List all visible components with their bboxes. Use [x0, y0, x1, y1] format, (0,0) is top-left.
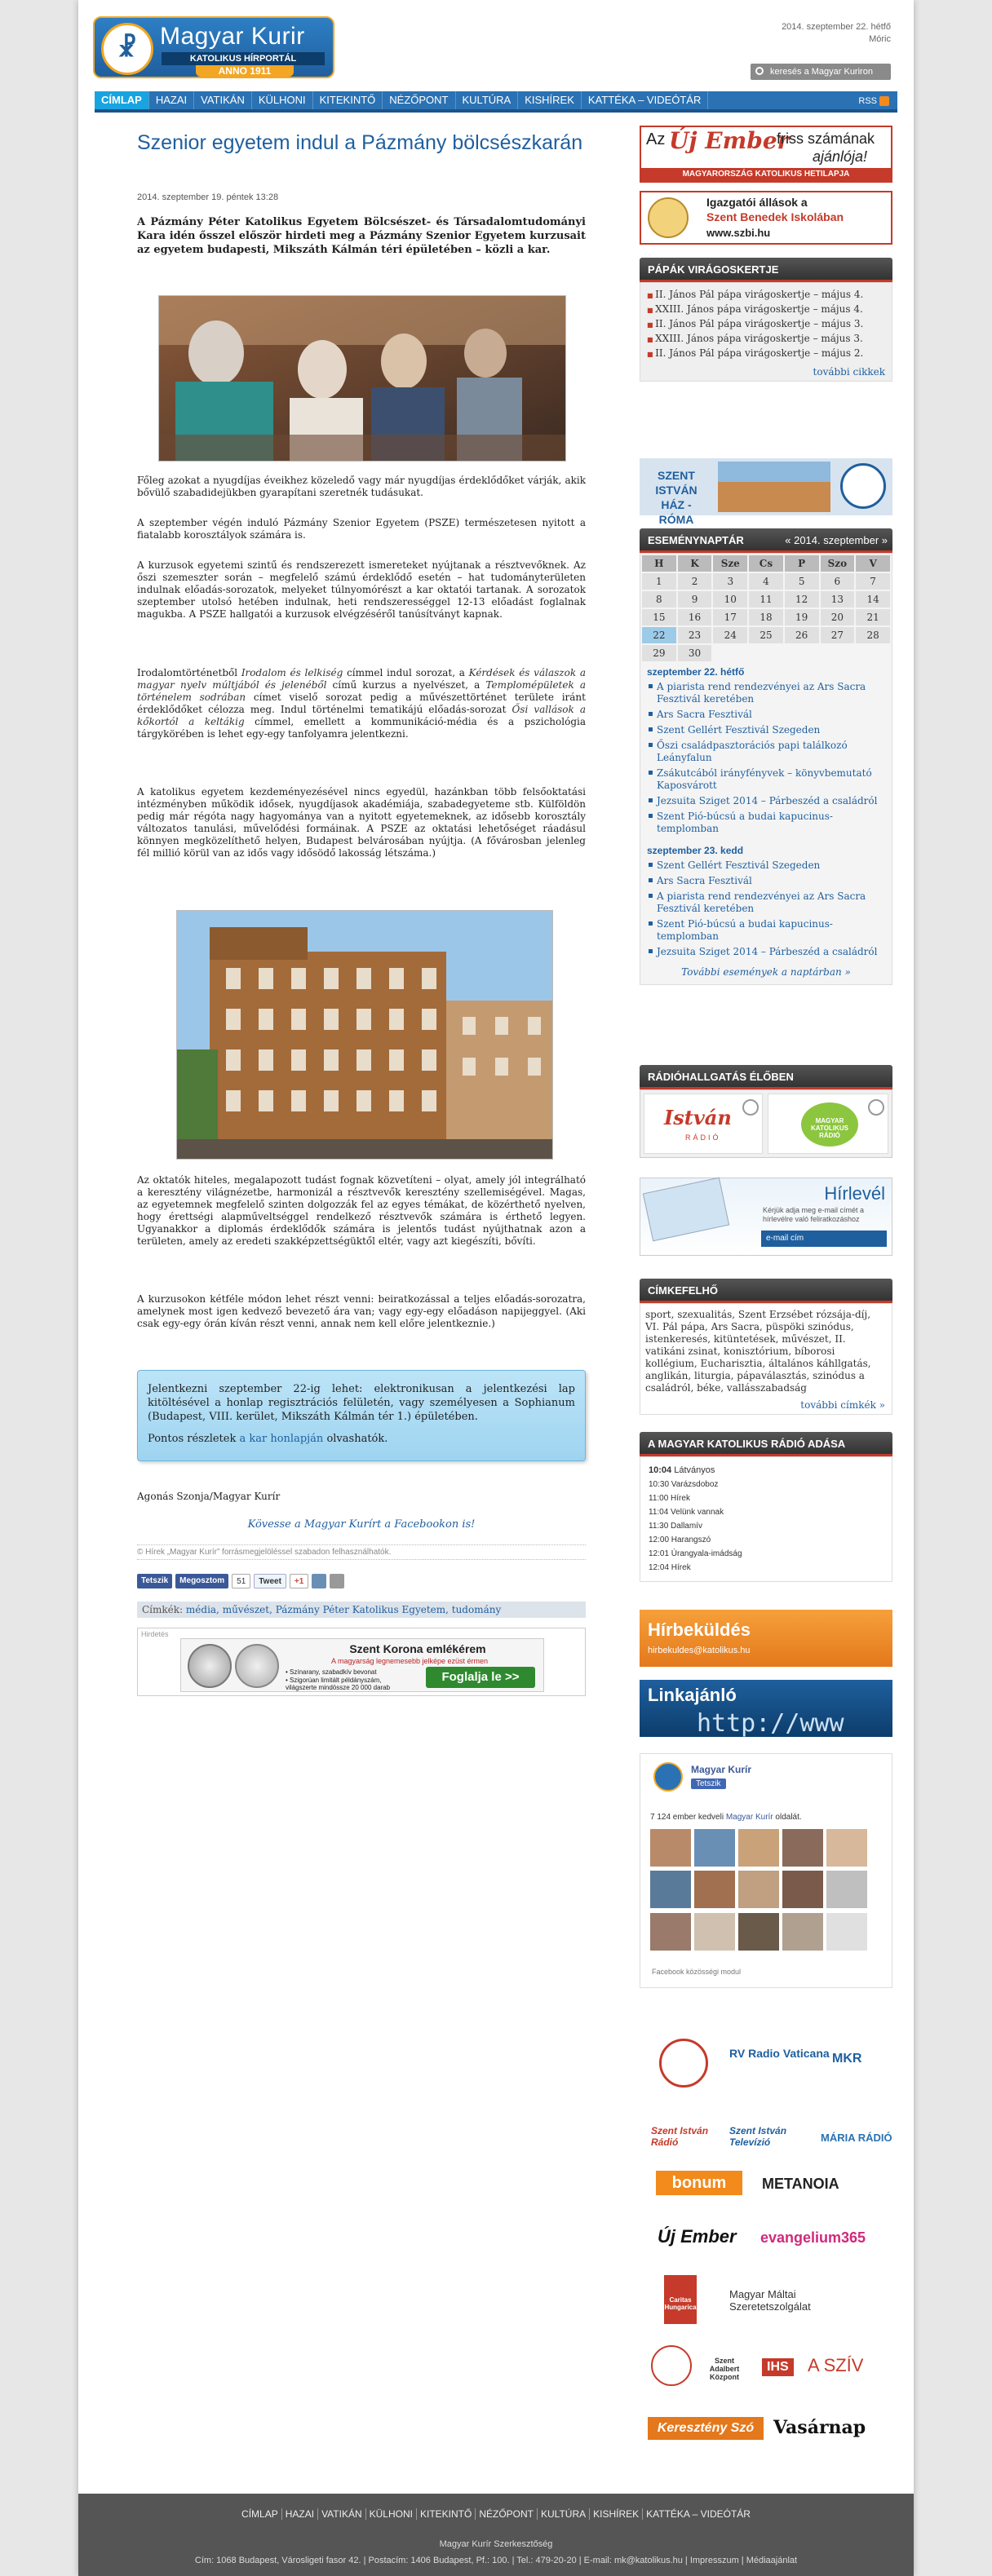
calendar-grid — [640, 554, 892, 663]
mkr-program-title: A MAGYAR KATOLIKUS RÁDIÓ ADÁSA — [640, 1432, 892, 1456]
footer-nav-item[interactable]: CÍMLAP — [238, 2508, 282, 2520]
p4-course-4: Ősi vallások a kőkortól a keltákig — [137, 704, 586, 727]
event-item[interactable]: Szent Pió-búcsú a budai kapucinus-templomban — [640, 809, 892, 837]
event-item[interactable]: Szent Gellért Fesztivál Szegeden — [640, 858, 892, 873]
site-logo[interactable] — [93, 16, 334, 78]
program-item: 12:01 Úrangyala-imádság — [649, 1549, 742, 1558]
ujember-az: Az — [646, 130, 666, 148]
partner-maria-radio[interactable]: MÁRIA RÁDIÓ — [821, 2132, 892, 2144]
fb-fan-avatar[interactable] — [782, 1913, 823, 1951]
partner-szent-adalbert[interactable]: Szent Adalbert Központ — [709, 2357, 740, 2381]
calendar-day[interactable]: 23 — [678, 627, 712, 643]
fb-fan-avatar[interactable] — [782, 1829, 823, 1867]
current-date — [782, 21, 891, 46]
fb-fan-avatar[interactable] — [694, 1871, 735, 1908]
coin-icon-2 — [235, 1644, 279, 1688]
partner-mkr[interactable]: MKR — [832, 2052, 862, 2066]
fb-like-count — [650, 1813, 802, 1822]
calendar-day — [749, 645, 783, 661]
popes-garden-box — [640, 258, 892, 382]
program-now-time: 10:04 — [649, 1465, 672, 1475]
calendar-day[interactable]: 9 — [678, 591, 712, 608]
faculty-website-link[interactable]: a kar honlapján — [239, 1433, 324, 1445]
seniors-photo[interactable] — [158, 295, 566, 462]
google-plus-button[interactable]: +1 — [290, 1574, 308, 1588]
szent-istvan-haz-text: SZENT ISTVÁN HÁZ - RÓMA — [655, 469, 698, 526]
p4-text-e: című kurzus a nyelvészet, a — [326, 679, 486, 691]
nav-item-hazai[interactable]: HAZAI — [149, 91, 194, 109]
event-calendar-header — [640, 528, 892, 553]
program-now-title: Látványos — [674, 1465, 715, 1475]
calendar-day[interactable]: 4 — [749, 573, 783, 590]
tag-cloud-text[interactable]: sport, szexualitás, Szent Erzsébet rózsája-díj, VI. Pál pápa, Ars Sacra, püspöki szinódus, istenkeresés, kitüntetések, művészet, II. vatikáni zsinat, konisztórium, bíborosi kollégium, Eucharisztia, általános káhllgatás, anglikán, liturgia, pápaválasztás, szinódus a családról, béke, vallásszabadság — [645, 1309, 871, 1394]
event-item[interactable]: Szent Pió-búcsú a budai kapucinus-templomban — [640, 917, 892, 944]
calendar-day[interactable]: 11 — [749, 591, 783, 608]
copyright-note: © Hírek „Magyar Kurír” forrásmegjelöléssel szabadon felhasználhatók. — [137, 1544, 586, 1560]
popes-garden-title: PÁPÁK VIRÁGOSKERTJE — [640, 258, 892, 282]
share-count: 51 — [232, 1574, 250, 1588]
chi-rho-icon: ☧ — [101, 23, 153, 75]
calendar-day — [713, 645, 747, 661]
calendar-day[interactable]: 13 — [821, 591, 855, 608]
calendar-weekday: H — [642, 555, 676, 572]
nav-item-nezopont[interactable]: NÉZŐPONT — [383, 91, 455, 109]
partner-ihs[interactable]: IHS — [762, 2358, 794, 2376]
rome-building-photo — [718, 462, 830, 512]
fb-fan-avatar[interactable] — [826, 1871, 867, 1908]
infobox-text-2c: olvashatók. — [323, 1433, 388, 1445]
partner-a-sziv[interactable]: A SZÍV — [808, 2355, 864, 2375]
fb-page-name[interactable]: Magyar Kurír — [691, 1764, 752, 1775]
istvan-radio-sub: RÁDIÓ — [685, 1133, 721, 1142]
szent-istvan-haz-banner[interactable] — [640, 458, 892, 526]
ujember-text-2: ajánlója! — [813, 148, 868, 165]
szbi-text-1: Igazgatói állások a — [706, 196, 808, 209]
istvan-radio-logo: István — [664, 1106, 732, 1129]
p4-text-g: címet viselő sorozat pedig a művészettörténet területe iránt érdeklődőket célozza meg. Indul történelmi tematikájú előadás-sorozat — [137, 691, 586, 715]
pope-item[interactable]: ■ II. János Pál pápa virágoskertje – május 4. — [647, 288, 885, 303]
article-author: Agonás Szonja/Magyar Kurír — [137, 1491, 281, 1502]
partner-emblem-icon[interactable] — [651, 2345, 692, 2386]
news-submit-banner[interactable] — [640, 1610, 892, 1667]
url-graphic: http://www — [697, 1709, 844, 1738]
szbi-banner[interactable] — [640, 191, 892, 245]
calendar-day[interactable]: 30 — [678, 645, 712, 661]
event-calendar-title: ESEMÉNYNAPTÁR — [648, 534, 744, 546]
radio-live-title: RÁDIÓHALLGATÁS ÉLŐBEN — [640, 1065, 892, 1089]
footer-address — [78, 2536, 914, 2569]
event-list — [640, 858, 892, 960]
radio-live-box — [640, 1065, 892, 1158]
tag-links[interactable]: média, művészet, Pázmány Péter Katolikus Egyetem, tudomány — [185, 1604, 502, 1615]
partner-metanoia[interactable]: METANOIA — [762, 2176, 839, 2192]
event-item[interactable]: Jezsuita Sziget 2014 – Párbeszéd a családról — [640, 793, 892, 809]
calendar-day[interactable]: 14 — [856, 591, 890, 608]
logo-year: ANNO 1911 — [196, 65, 294, 77]
calendar-day[interactable]: 25 — [749, 627, 783, 643]
paragraph-1: Főleg azokat a nyugdíjas éveikhez közeledő vagy már nyugdíjas érdeklődőket várják, akik bővülő szabadidejükben gyarapítani szeretnék tudásukat. — [137, 475, 586, 498]
nav-item-kultura[interactable]: KULTÚRA — [456, 91, 519, 109]
play-icon[interactable] — [742, 1099, 759, 1116]
fb-fan-avatar[interactable] — [826, 1829, 867, 1867]
footer-nav-item[interactable]: VATIKÁN — [318, 2508, 366, 2520]
calendar-weekday: P — [785, 555, 819, 572]
partner-bonum[interactable]: bonum — [656, 2171, 742, 2195]
nav-item-kishirek[interactable]: KISHÍREK — [518, 91, 582, 109]
calendar-day[interactable]: 18 — [749, 609, 783, 625]
mkr-program-list — [640, 1457, 892, 1581]
program-items — [649, 1478, 884, 1575]
program-item: 11:04 Velünk vannak — [649, 1508, 724, 1517]
fb-count-c: oldalát. — [773, 1813, 802, 1822]
partner-szent-istvan-radio[interactable]: Szent István Rádió — [651, 2125, 709, 2148]
facebook-plugin — [640, 1753, 892, 1988]
ad-bullet-1: • Színarany, szabadkív bevonat — [286, 1668, 377, 1676]
footer-nav-item[interactable]: KITEKINTŐ — [417, 2508, 476, 2520]
event-list — [640, 679, 892, 837]
program-item: 11:00 Hírek — [649, 1494, 690, 1503]
calendar-day[interactable]: 20 — [821, 609, 855, 625]
footer-contact: Cím: 1068 Budapest, Városligeti fasor 42. | Postacím: 1406 Budapest, Pf.: 100. | Tel.: 479-20-20 | E-mail: mk@katolikus.hu | Impresszum | Médiaajánlat — [194, 2556, 798, 2565]
email-icon[interactable] — [312, 1574, 326, 1588]
program-item: 11:30 Dallamív — [649, 1522, 702, 1531]
article-tags — [137, 1602, 586, 1618]
nav-item-kitekinto[interactable]: KITEKINTŐ — [313, 91, 383, 109]
partner-radio-vaticana[interactable]: RV Radio Vaticana — [729, 2047, 830, 2060]
szbi-logo-icon — [648, 197, 689, 238]
calendar-day[interactable]: 1 — [642, 573, 676, 590]
paragraph-7: A kurzusokon kétféle módon lehet részt venni: beiratkozással a teljes előadás-sorozatra, amelynek most igen kedvező bevezető ára van; vagy egy-egy előadáson napijeggyel. (Aki csak egy-egy órán kíván részt venni, annak nem kell előre jelentkeznie.) — [137, 1293, 586, 1329]
fb-count-a: 7 124 ember kedveli — [650, 1813, 726, 1822]
calendar-day[interactable]: 28 — [856, 627, 890, 643]
rss-link[interactable] — [858, 96, 889, 106]
szent-istvan-radio-button[interactable] — [644, 1094, 763, 1154]
link-recommendation-title: Linkajánló — [648, 1685, 737, 1705]
partner-logos — [640, 2030, 892, 2471]
rss-label: RSS — [858, 96, 877, 106]
ad-label: Hirdetés — [141, 1630, 169, 1638]
infobox-text-1: Jelentkezni szeptember 22-ig lehet: elektronikusan a jelentkezési lap kitöltésével a honlap regisztrációs felületén, vagy személyesen a Sophianum (Budapest, VIII. kerület, Mikszáth Kálmán tér 1.) épületében. — [148, 1383, 575, 1423]
fb-fan-avatar[interactable] — [650, 1829, 691, 1867]
building-photo-graphic — [177, 911, 553, 1160]
paragraph-2: A szeptember végén induló Pázmány Szenior Egyetem (PSZE) természetesen nyitott a fiatalabb korosztályok számára is. — [137, 517, 586, 541]
pope-item[interactable]: ■ XXIII. János pápa virágoskertje – május 3. — [647, 332, 885, 347]
calendar-weekday: Sze — [713, 555, 747, 572]
ad-subtitle: A magyarság legnemesebb jelképe ezüst érmen — [330, 1657, 489, 1665]
p4-course-1: Irodalom és lelkiség — [241, 667, 343, 678]
calendar-day[interactable]: 21 — [856, 609, 890, 625]
infobox-text-2 — [148, 1432, 575, 1446]
footer-nav-item[interactable]: KÜLHONI — [366, 2508, 417, 2520]
seniors-photo-graphic — [159, 296, 566, 462]
facebook-share-button[interactable]: Megosztom — [175, 1574, 228, 1588]
partner-evangelium[interactable]: evangelium365 — [760, 2229, 866, 2246]
footer-nav — [78, 2508, 914, 2520]
fb-plugin-label: Facebook közösségi modul — [652, 1968, 742, 1976]
facebook-follow-link[interactable]: Kövesse a Magyar Kurírt a Facebookon is! — [247, 1518, 476, 1531]
calendar-day[interactable]: 6 — [821, 573, 855, 590]
infobox-text-2a: Pontos részletek — [148, 1433, 240, 1445]
popes-garden-list — [640, 283, 892, 366]
calendar-day[interactable]: 22 — [642, 627, 676, 643]
event-item[interactable]: Szent Gellért Fesztivál Szegeden — [640, 722, 892, 738]
program-item: 12:00 Harangszó — [649, 1535, 711, 1544]
partner-maltai[interactable]: Magyar Máltai Szeretetszolgálat — [729, 2288, 811, 2313]
paragraph-4 — [137, 667, 586, 740]
calendar-day — [785, 645, 819, 661]
fb-count-b[interactable]: Magyar Kurír — [725, 1813, 773, 1822]
event-item[interactable]: Jezsuita Sziget 2014 – Párbeszéd a családról — [640, 944, 892, 960]
partner-szent-istvan-tv[interactable]: Szent István Televízió — [729, 2125, 787, 2148]
popes-garden-body — [640, 282, 892, 382]
pope-item[interactable]: ■ XXIII. János pápa virágoskertje – május 4. — [647, 303, 885, 317]
newsletter-envelope-icon — [643, 1178, 729, 1242]
szbi-text-2: Szent Benedek Iskolában — [706, 210, 844, 223]
calendar-day[interactable]: 24 — [713, 627, 747, 643]
coin-icon — [188, 1644, 232, 1688]
search-button[interactable] — [751, 64, 891, 80]
calendar-weekday: K — [678, 555, 712, 572]
calendar-weekday: Szo — [821, 555, 855, 572]
article-title: Szenior egyetem indul a Pázmány bölcsészkarán — [137, 131, 583, 154]
calendar-day[interactable]: 19 — [785, 609, 819, 625]
p4-text-c: címmel indul sorozat, a — [343, 667, 469, 678]
mkr-radio-logo: MAGYAR KATOLIKUS RÁDIÓ — [801, 1102, 858, 1147]
calendar-day[interactable]: 12 — [785, 591, 819, 608]
rss-icon — [879, 96, 889, 106]
mkr-radio-button[interactable] — [768, 1094, 888, 1154]
event-item[interactable]: Ars Sacra Fesztivál — [640, 873, 892, 889]
play-icon[interactable] — [868, 1099, 884, 1116]
pope-item[interactable]: ■ II. János Pál pápa virágoskertje – május 2. — [647, 347, 885, 361]
newsletter-title: Hírlevél — [824, 1183, 885, 1204]
event-day-heading: szeptember 23. kedd — [647, 845, 744, 856]
calendar-day[interactable]: 29 — [642, 645, 676, 661]
calendar-month-selector[interactable]: « 2014. szeptember » — [785, 534, 888, 546]
event-item[interactable]: Őszi családpasztorációs papi találkozó Leányfalun — [640, 738, 892, 766]
ujember-subtitle: MAGYARORSZÁG KATOLIKUS HETILAPJA — [641, 168, 891, 181]
calendar-day[interactable]: 5 — [785, 573, 819, 590]
program-item: 12:04 Hírek — [649, 1563, 691, 1572]
building-photo[interactable] — [176, 910, 553, 1160]
calendar-day[interactable]: 7 — [856, 573, 890, 590]
logo-subtitle: KATOLIKUS HÍRPORTÁL — [162, 52, 325, 65]
footer-org: Magyar Kurír Szerkesztőség — [439, 2539, 553, 2549]
article-lead: A Pázmány Péter Katolikus Egyetem Bölcsészet- és Társadalomtudományi Kara idén ősszel először hirdeti meg a Pázmány Szenior Egyetem kurzusait az egyetem budapesti, Mikszáth Kálmán téri épületében – közli a kar. — [137, 216, 586, 256]
popes-more-link[interactable]: további cikkek — [813, 366, 885, 378]
tag-cloud-body — [640, 1303, 892, 1415]
fb-page-avatar — [653, 1762, 683, 1792]
event-item[interactable]: A piarista rend rendezvényei az Ars Sacra Fesztivál keretében — [640, 679, 892, 707]
tags-label: Címkék: — [142, 1604, 186, 1615]
paragraph-3: A kurzusok egyetemi szintű és rendszerezett ismereteket nyújtanak a résztvevőknek. Az őszi szemeszter során – megfelelő számú érdeklődő esetén – hat tudományterületen indulnak előadás-sorozatok, melyeket túlnyomórészt a kar oktatói tartanak. A sorozatok szeptember utolsó hetében indulnak, heti rendszerességgel 12-13 előadást foglalnak magukba. A PSZE hallgatói a kurzusok elvégzéséről tanúsítványt kapnak. — [137, 559, 586, 620]
mkr-program-body — [640, 1456, 892, 1582]
ujember-text-1: friss számának — [777, 130, 875, 147]
fb-fan-avatar[interactable] — [650, 1871, 691, 1908]
mkr-program-box — [640, 1432, 892, 1582]
p4-course-3: Templomépületek a történelem sodrában — [137, 679, 586, 703]
event-item[interactable]: A piarista rend rendezvényei az Ars Sacra Fesztivál keretében — [640, 889, 892, 917]
p4-course-2: Kérdések és válaszok a magyar nyelv múltjából és jelenéből — [137, 667, 586, 691]
ujember-name: Új Ember — [669, 127, 790, 154]
program-item: 10:30 Varázsdoboz — [649, 1480, 719, 1489]
newsletter-text: Kérjük adja meg e-mail címét a hírlevélre való feliratkozáshoz — [763, 1206, 865, 1223]
more-events-link[interactable]: További események a naptárban » — [681, 966, 851, 978]
fb-fan-avatar[interactable] — [738, 1913, 779, 1951]
program-now — [649, 1464, 884, 1478]
newsletter-box — [640, 1178, 892, 1256]
calendar-day — [856, 645, 890, 661]
print-icon[interactable] — [330, 1574, 344, 1588]
fb-fan-avatar[interactable] — [826, 1913, 867, 1951]
event-item[interactable]: Ars Sacra Fesztivál — [640, 707, 892, 722]
paragraph-5: A katolikus egyetem kezdeményezésével nincs egyedül, hazánkban több felsőoktatási intézményben működik idősek, nyugdíjasok akadémiája, szabadegyeteme stb. Külföldön pedig már régóta nagy hagyománya van a nyitott egyetemeknek, az idősebb korosztály változatos tanulási, művelődési formáinak. A PSZE az oktatási lehetőséget ráadásul könnyen megközelíthető helyen, Budapest belvárosában nyújtja. (A fővárosban jelenleg fél millió körül van az idős vagy idősödő lakosság létszáma.) — [137, 786, 586, 859]
link-recommendation-banner[interactable] — [640, 1680, 892, 1737]
ad-banner — [180, 1638, 544, 1692]
share-bar — [137, 1574, 344, 1588]
date-text: 2014. szeptember 22. hétfő — [782, 22, 891, 32]
ujember-banner[interactable] — [640, 126, 892, 183]
event-day-heading: szeptember 22. hétfő — [647, 666, 745, 678]
search-label: keresés a Magyar Kuriron — [770, 67, 873, 77]
event-calendar-body — [640, 553, 892, 985]
fb-fan-avatar[interactable] — [738, 1829, 779, 1867]
calendar-day[interactable]: 8 — [642, 591, 676, 608]
tweet-button[interactable]: Tweet — [254, 1574, 286, 1588]
partner-seal-icon[interactable] — [659, 2039, 708, 2088]
footer-nav-item[interactable]: KULTÚRA — [538, 2508, 590, 2520]
article-date: 2014. szeptember 19. péntek 13:28 — [137, 192, 279, 202]
news-submit-email: hirbekuldes@katolikus.hu — [648, 1646, 751, 1655]
calendar-day[interactable]: 17 — [713, 609, 747, 625]
calendar-day[interactable]: 10 — [713, 591, 747, 608]
footer-nav-item[interactable]: KATTÉKA – VIDEÓTÁR — [646, 2508, 751, 2520]
tag-cloud-box — [640, 1279, 892, 1415]
fb-fan-avatar[interactable] — [694, 1829, 735, 1867]
fb-fan-avatar[interactable] — [650, 1913, 691, 1951]
more-tags-link[interactable]: további címkék » — [800, 1399, 885, 1411]
fb-fan-avatar[interactable] — [782, 1871, 823, 1908]
fb-faces-grid — [650, 1829, 870, 1951]
p4-text-a: Irodalomtörténetből — [137, 667, 241, 678]
p4-text-i: címmel, emellett a kommunikáció-média és a pszichológia tárgykörében is lehet egy-egy tanfolyamra jelentkezni. — [137, 716, 586, 740]
szbi-url: www.szbi.hu — [706, 227, 771, 239]
partner-kereszteny-szo[interactable]: Keresztény Szó — [648, 2417, 764, 2440]
partner-ujember[interactable]: Új Ember — [658, 2226, 737, 2247]
footer-nav-item[interactable]: HAZAI — [282, 2508, 318, 2520]
fb-like-button[interactable]: Tetszik — [691, 1778, 726, 1789]
calendar-day[interactable]: 27 — [821, 627, 855, 643]
event-item[interactable]: Zsákutcából irányfényvek – könyvbemutató Kaposvárott — [640, 766, 892, 793]
nav-item-vatikan[interactable]: VATIKÁN — [194, 91, 252, 109]
nameday-text: Móric — [869, 34, 891, 44]
calendar-weekday: V — [856, 555, 890, 572]
calendar-weekday: Cs — [749, 555, 783, 572]
footer — [78, 2494, 914, 2576]
calendar-day[interactable]: 2 — [678, 573, 712, 590]
nav-item-cimlap[interactable]: CÍMLAP — [95, 91, 149, 109]
calendar-day[interactable]: 15 — [642, 609, 676, 625]
footer-nav-item[interactable]: NÉZŐPONT — [476, 2508, 538, 2520]
search-icon — [755, 67, 764, 75]
radio-live-body — [640, 1089, 892, 1158]
footer-nav-item[interactable]: KISHÍREK — [590, 2508, 643, 2520]
paragraph-6: Az oktatók hiteles, megalapozott tudást fognak közvetíteni – olyat, amely jól integrálható a keresztény világnézetbe, harmonizál a résztvevők keresztény szellemiségével. Magas, az egyetemnek megfelelő szinten dolgozzák fel az egyes témákat, de közérthető nyelven, hogy érettségi alapműveltséggel rendelkező résztvevők számára is érthető legyen. Ugyanakkor a diplomás érdeklődők számára is jelentős tudást nyújthatnak azon a területen, amely az eredeti szakképzettségüktől eltér, vagy azt kiegészíti, bővíti. — [137, 1174, 586, 1247]
page — [78, 0, 914, 2576]
newsletter-email-input[interactable]: e-mail cím — [761, 1231, 887, 1247]
logo-name: Magyar Kurir — [160, 23, 305, 50]
nav-item-katteka[interactable]: KATTÉKA – VIDEÓTÁR — [582, 91, 708, 109]
calendar-day — [821, 645, 855, 661]
calendar-day[interactable]: 26 — [785, 627, 819, 643]
fb-fan-avatar[interactable] — [738, 1871, 779, 1908]
nav-item-kulhoni[interactable]: KÜLHONI — [252, 91, 313, 109]
pope-item[interactable]: ■ II. János Pál pápa virágoskertje – május 3. — [647, 317, 885, 332]
ad-title: Szent Korona emlékérem — [349, 1642, 486, 1655]
calendar-day[interactable]: 16 — [678, 609, 712, 625]
partner-caritas[interactable]: Caritas Hungarica — [664, 2275, 697, 2324]
partner-vasarnap[interactable]: Vasárnap — [773, 2417, 866, 2438]
coin-advert[interactable] — [137, 1628, 586, 1696]
facebook-like-button[interactable]: Tetszik — [137, 1574, 172, 1588]
main-nav — [95, 91, 897, 113]
calendar-day[interactable]: 3 — [713, 573, 747, 590]
ad-bullet-2: • Szigorúan limitált példányszám, világszerte mindössze 20 000 darab — [286, 1677, 391, 1691]
registration-infobox — [137, 1370, 586, 1461]
ad-book-button[interactable]: Foglalja le >> — [426, 1667, 535, 1688]
news-submit-title: Hírbeküldés — [648, 1619, 751, 1640]
tag-cloud-title: CÍMKEFELHŐ — [640, 1279, 892, 1303]
event-calendar — [640, 528, 892, 985]
fb-fan-avatar[interactable] — [694, 1913, 735, 1951]
seal-icon — [840, 463, 886, 509]
